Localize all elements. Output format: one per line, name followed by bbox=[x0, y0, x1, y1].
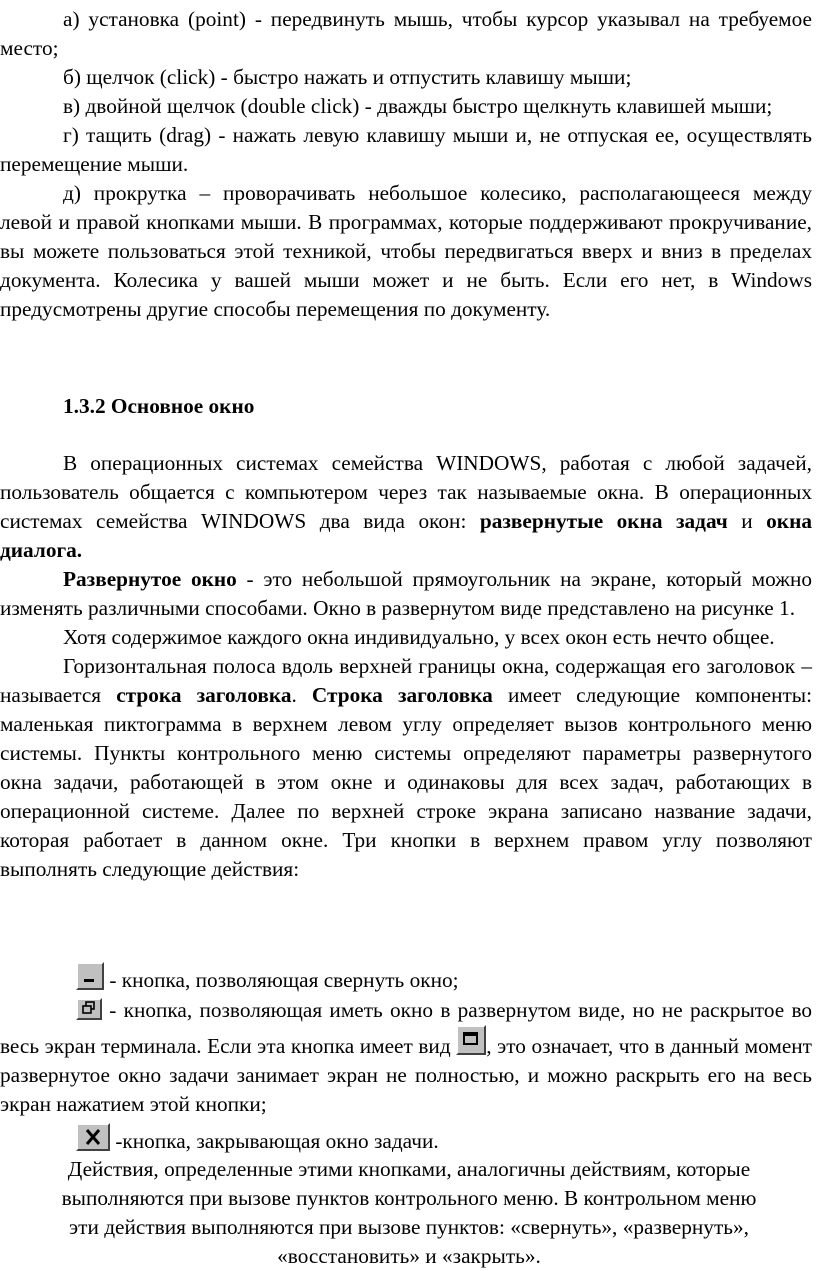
restore-text-a: - кнопка, позволяющая иметь окно в развернутом виде, но не раскрытое во весь экран терминала. Если эта кнопка имеет вид bbox=[0, 998, 813, 1058]
restore-icon bbox=[76, 998, 102, 1020]
term-dialog-windows: окна диалога. bbox=[0, 509, 812, 562]
para4-text1: Горизонтальная полоса вдоль верхней границы окна, содержащая его заголовок – называется bbox=[0, 654, 812, 707]
term-expanded-windows: развернутые окна задач bbox=[479, 509, 728, 533]
para2-text: - это небольшой прямоугольник на экране, который можно изменять различными способами. Окно в развернутом виде представлено на рисунке 1. bbox=[0, 567, 812, 620]
maximize-icon bbox=[456, 1025, 486, 1055]
minimize-icon bbox=[76, 962, 104, 990]
paragraph-expanded-window bbox=[0, 565, 812, 623]
para1-text: В операционных системах семейства WINDOWS, работая с любой задачей, пользователь общается с компьютером через так называемые окна. В операционных системах семейства WINDOWS два вида окон: bbox=[0, 451, 812, 533]
minimize-text: - кнопка, позволяющая свернуть окно; bbox=[109, 968, 459, 992]
section-heading: 1.3.2 Основное окно bbox=[63, 394, 255, 418]
mouse-actions-list bbox=[0, 5, 812, 324]
list-item-point: а) установка (point) - передвинуть мышь, чтобы курсор указывал на требуемое место; bbox=[0, 7, 812, 60]
close-description bbox=[0, 1123, 812, 1156]
restore-description bbox=[0, 996, 812, 1119]
close-icon bbox=[76, 1123, 110, 1151]
button-descriptions bbox=[0, 962, 812, 1156]
para4-text3: имеет следующие компоненты: маленькая пиктограмма в верхнем левом углу определяет вызов контрольного меню системы. Пункты контрольного меню системы определяют параметры развернутого окна задачи, работающей в этом окне и одинаковы для всех задач, работающих в операционной системе. Далее по верхней строке экрана записано название задачи, которая работает в данном окне. Три кнопки в верхнем правом углу позволяют выполнять следующие действия: bbox=[0, 683, 812, 881]
term-title-bar: строка заголовка bbox=[116, 683, 292, 707]
main-text bbox=[0, 449, 812, 884]
minimize-description bbox=[0, 962, 812, 996]
list-item-click: б) щелчок (click) - быстро нажать и отпустить клавишу мыши; bbox=[63, 65, 632, 89]
list-item-scroll: д) прокрутка – проворачивать небольшое колесико, располагающееся между левой и правой кнопками мыши. В программах, которые поддерживают прокручивание, вы можете пользоваться этой техникой, чтобы передвигаться вверх и вниз в пределах документа. Колесика у вашей мыши может и не быть. Если его нет, в Windows предусмотрены другие способы перемещения по документу. bbox=[0, 181, 812, 321]
paragraph-window-types bbox=[0, 449, 812, 565]
term-expanded-window: Развернутое окно bbox=[63, 567, 237, 591]
paragraph-title-bar bbox=[0, 652, 812, 884]
paragraph-common: Хотя содержимое каждого окна индивидуально, у всех окон есть нечто общее. bbox=[63, 625, 775, 649]
list-item-drag: г) тащить (drag) - нажать левую клавишу мыши и, не отпуская ее, осуществлять перемещение мыши. bbox=[0, 123, 812, 176]
restore-text-b: , это означает, что в данный момент развернутое окно задачи занимает экран не полностью, и можно раскрыть его на весь экран нажатием этой кнопки; bbox=[0, 1034, 812, 1116]
para4-text2: . bbox=[291, 683, 312, 707]
close-text: -кнопка, закрывающая окно задачи. bbox=[115, 1129, 439, 1153]
term-title-bar-2: Строка заголовка bbox=[311, 683, 493, 707]
para1-conj: и bbox=[727, 509, 767, 533]
closing-text: Действия, определенные этими кнопками, аналогичны действиям, которые выполняются при вызове пунктов контрольного меню. В контрольном меню эти действия выполняются при вызове пунктов: «свернуть», «развернуть», «восстановить» и «закрыть». bbox=[61, 1157, 757, 1268]
list-item-double-click: в) двойной щелчок (double click) - дважды быстро щелкнуть клавишей мыши; bbox=[63, 94, 773, 118]
closing-paragraph bbox=[48, 1155, 770, 1271]
